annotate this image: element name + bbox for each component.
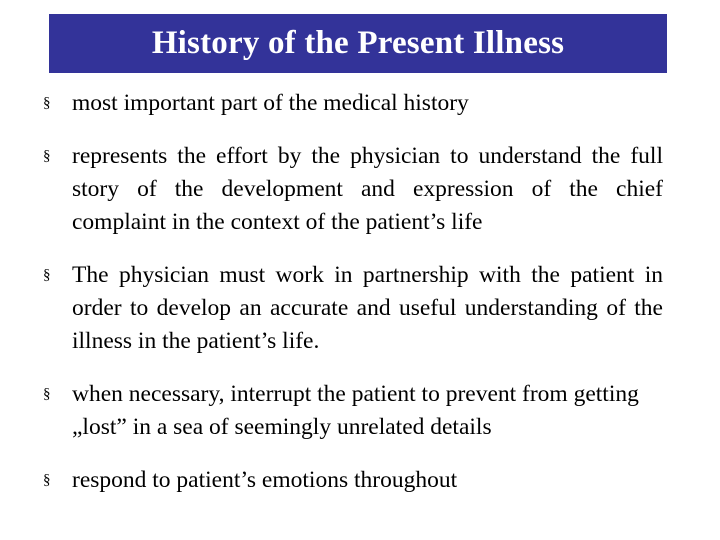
bullet-text-3: The physician must work in partnership with the patient in order to develop an accurate and useful understanding of the illness in the patient’s life. — [72, 262, 663, 354]
bullet-text-2: represents the effort by the physician to understand the full story of the development and expression of the chief complaint in the context of the patient’s life — [72, 143, 663, 235]
bullet-text-4: when necessary, interrupt the patient to prevent from getting „lost” in a sea of seemingly unrelated details — [72, 381, 639, 440]
bullet-list — [43, 87, 663, 497]
slide-title: History of the Present Illness — [151, 25, 565, 61]
bullet-item-4 — [43, 378, 663, 444]
title-bar — [49, 14, 667, 73]
bullet-item-1 — [43, 87, 663, 120]
square-bullet-icon: § — [43, 148, 51, 164]
square-bullet-icon: § — [43, 472, 51, 488]
bullet-text-5: respond to patient’s emotions throughout — [72, 467, 458, 493]
bullet-item-3 — [43, 259, 663, 358]
bullet-item-2 — [43, 140, 663, 239]
bullet-text-1: most important part of the medical history — [72, 90, 469, 116]
bullet-item-5 — [43, 464, 663, 497]
square-bullet-icon: § — [43, 95, 51, 111]
square-bullet-icon: § — [43, 386, 51, 402]
square-bullet-icon: § — [43, 267, 51, 283]
